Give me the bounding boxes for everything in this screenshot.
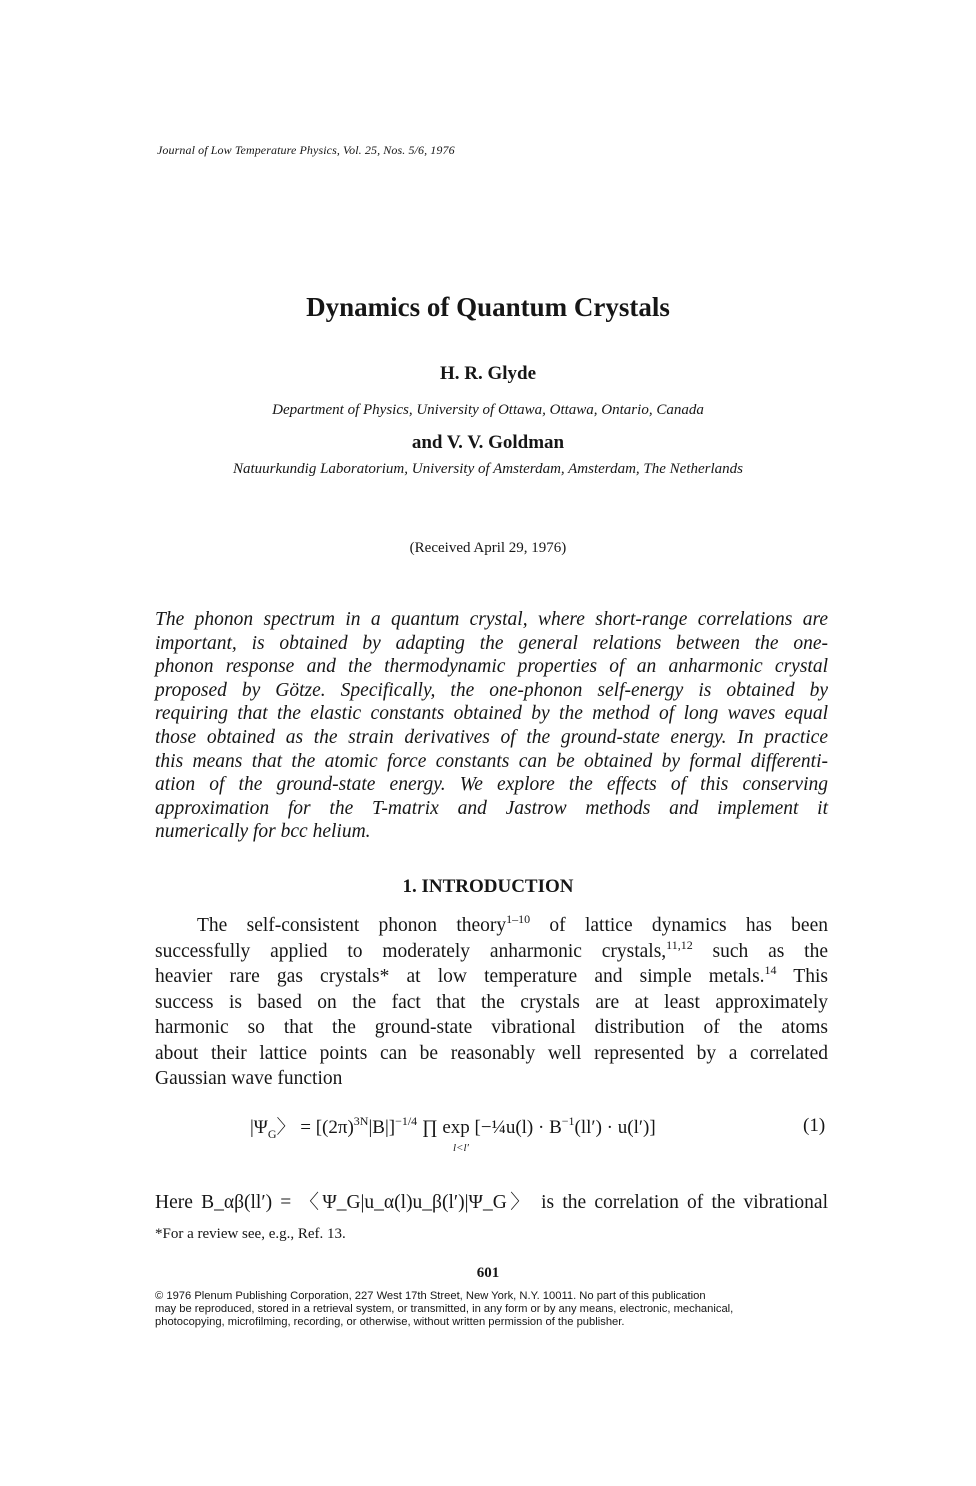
footnote: *For a review see, e.g., Ref. 13.	[155, 1226, 346, 1242]
text: heavier rare gas crystals* at low temperature and simple metals.	[155, 966, 765, 987]
section-heading: 1. INTRODUCTION	[402, 876, 574, 897]
body-line: success is based on the fact that the crystals are at least approximately	[155, 991, 828, 1013]
journal-citation: Journal of Low Temperature Physics, Vol. 25, Nos. 5/6, 1976	[157, 143, 455, 157]
received-date: (Received April 29, 1976)	[409, 540, 567, 556]
equation-1	[250, 1112, 656, 1142]
copyright-notice	[155, 1290, 828, 1329]
eq-part: 〉 = [(2π)	[276, 1117, 354, 1138]
page-number: 601	[476, 1265, 500, 1281]
body-line: about their lattice points can be reasonably well represented by a correlated	[155, 1042, 828, 1064]
abstract-line: approximation for the T-matrix and Jastrow methods and implement it	[155, 797, 828, 819]
abstract-line: requiring that the elastic constants obtained by the method of long waves equal	[155, 703, 828, 725]
body-line	[155, 939, 828, 965]
abstract-line: phonon response and the thermodynamic properties of an anharmonic crystal	[155, 656, 828, 678]
equation-product-index: l<l′	[453, 1142, 469, 1154]
abstract-line: ation of the ground-state energy. We explore the effects of this conserving	[155, 774, 828, 796]
author-affiliation-1: Department of Physics, University of Ottawa, Ottawa, Ontario, Canada	[272, 402, 704, 418]
body-line	[155, 964, 828, 990]
text: The self-consistent phonon theory	[197, 915, 507, 936]
eq-part: −1/4	[395, 1114, 418, 1128]
author-name-1: H. R. Glyde	[439, 363, 537, 384]
eq-part: |Ψ	[250, 1117, 268, 1138]
copyright-line: photocopying, microfilming, recording, or otherwise, without written permission of the publisher.	[155, 1316, 625, 1328]
abstract-line: proposed by Götze. Specifically, the one-phonon self-energy is obtained by	[155, 679, 828, 701]
eq-part: |B|]	[368, 1117, 396, 1138]
author-name-2: and V. V. Goldman	[411, 432, 565, 453]
abstract-line: those obtained as the strain derivatives of the ground-state energy. In practice	[155, 726, 828, 748]
citation-ref: 1–10	[506, 912, 531, 926]
eq-part: ∏	[417, 1117, 443, 1138]
citation-ref: 14	[764, 963, 777, 977]
eq-part: G	[267, 1126, 277, 1141]
copyright-line: may be reproduced, stored in a retrieval system, or transmitted, in any form or by any means, electronic, mechanical,	[155, 1303, 734, 1315]
abstract-line: The phonon spectrum in a quantum crystal, where short-range correlations are	[155, 609, 828, 630]
body-line: harmonic so that the ground-state vibrational distribution of the atoms	[155, 1017, 828, 1038]
body-line	[155, 913, 828, 939]
copyright-line: © 1976 Plenum Publishing Corporation, 227 West 17th Street, New York, N.Y. 10011. No part of this publication	[155, 1290, 706, 1302]
eq-part: exp [−¼u(l) · B	[442, 1117, 562, 1138]
body-line: Here B_αβ(ll′) = 〈Ψ_G|u_α(l)u_β(l′)|Ψ_G〉 is the correlation of the vibrational	[155, 1192, 828, 1213]
introduction-paragraph	[155, 913, 828, 1092]
eq-part: −1	[561, 1114, 575, 1128]
abstract	[155, 608, 828, 844]
text: successfully applied to moderately anharmonic crystals,	[155, 940, 667, 962]
text: such as the	[692, 940, 828, 962]
text: This	[776, 966, 828, 987]
equation-number: (1)	[803, 1115, 826, 1136]
eq-part: (ll′) · u(l′)]	[574, 1117, 656, 1138]
citation-ref: 11,12	[666, 937, 693, 952]
eq-part: 3N	[353, 1114, 369, 1128]
text: of lattice dynamics has been	[530, 915, 828, 936]
abstract-line: this means that the atomic force constants can be obtained by formal differenti-	[155, 750, 828, 772]
body-line: Gaussian wave function	[155, 1068, 343, 1089]
author-affiliation-2: Natuurkundig Laboratorium, University of Amsterdam, Amsterdam, The Netherlands	[233, 461, 743, 477]
abstract-line: important, is obtained by adapting the general relations between the one-	[155, 632, 828, 654]
paper-title: Dynamics of Quantum Crystals	[306, 292, 670, 322]
abstract-line: numerically for bcc helium.	[155, 821, 371, 843]
